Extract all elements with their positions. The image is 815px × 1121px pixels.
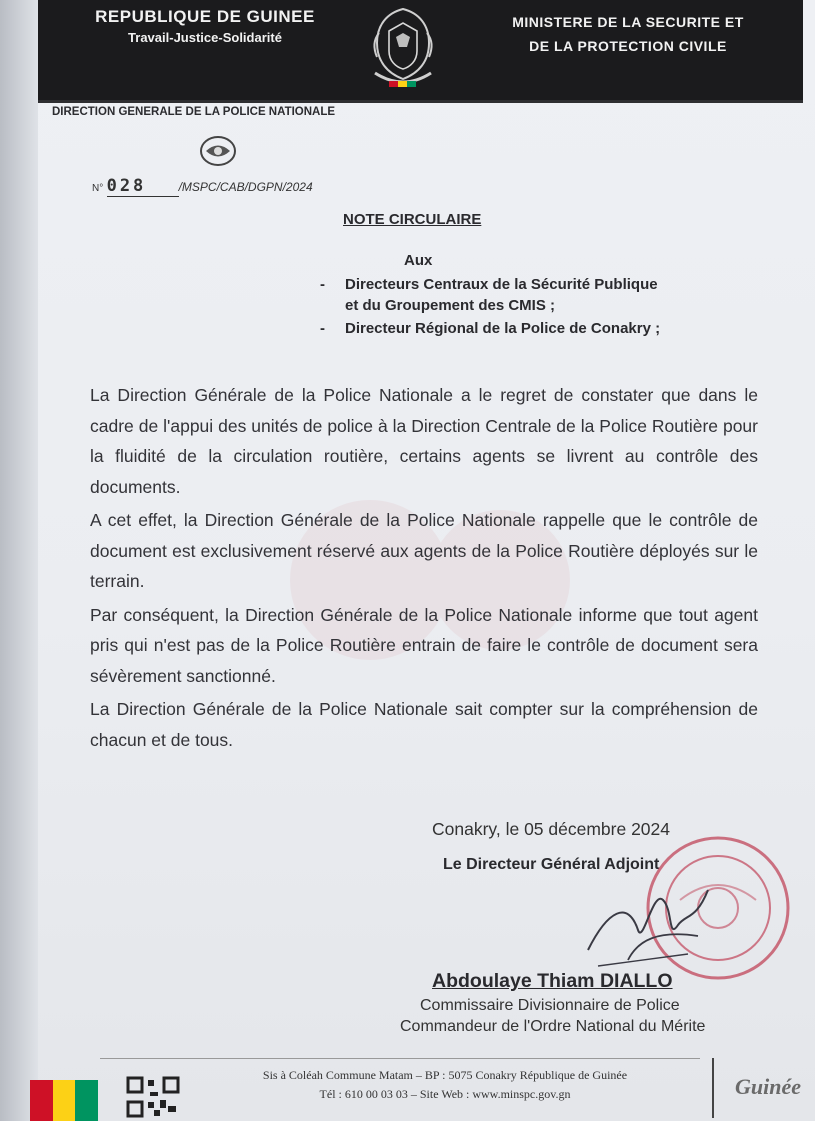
brand-logo: Guinée: [735, 1074, 801, 1099]
signatory-role: Le Directeur Général Adjoint: [443, 856, 660, 873]
signatory-honor: Commandeur de l'Ordre National du Mérite: [400, 1018, 706, 1035]
recipient-line: Directeurs Centraux de la Sécurité Publique: [345, 276, 658, 293]
addressee-intro: Aux: [404, 252, 433, 269]
reference-code: /MSPC/CAB/DGPN/2024: [178, 180, 313, 194]
place-and-date: Conakry, le 05 décembre 2024: [432, 819, 671, 839]
body-paragraph: La Direction Générale de la Police Nationale sait compter sur la compréhension de chacun et de tous.: [90, 699, 758, 750]
guinea-flag-icon: [30, 1080, 98, 1121]
handwritten-signature-icon: [568, 870, 718, 980]
header-divider: [38, 100, 803, 103]
document-title: NOTE CIRCULAIRE: [343, 211, 482, 228]
circular-body: [90, 380, 758, 758]
recipient-item: [320, 274, 660, 316]
recipient-line: Directeur Régional de la Police de Conakry ;: [345, 320, 661, 337]
recipient-line: et du Groupement des CMIS ;: [345, 297, 556, 314]
body-paragraph: La Direction Générale de la Police Nationale a le regret de constater que dans le cadre de l'appui des unités de police à la Direction Centrale de la Police Routière pour la fluidité de la circulation routière, certains agents se livrent au contrôle des documents.: [90, 385, 758, 497]
country-name: REPUBLIQUE DE GUINEE: [95, 7, 315, 26]
recipient-dash: -: [320, 320, 325, 337]
ministry-name: [478, 10, 778, 58]
recipient-item: [320, 318, 660, 339]
qr-code-icon: [126, 1076, 180, 1118]
reference-prefix: N°: [92, 183, 104, 194]
footer-divider: [100, 1058, 700, 1059]
coat-of-arms-icon: [363, 3, 443, 97]
footer-address: Sis à Coléah Commune Matam – BP : 5075 Conakry République de Guinée: [262, 1068, 628, 1082]
recipient-dash: -: [320, 276, 325, 293]
signatory-name: Abdoulaye Thiam DIALLO: [432, 970, 673, 992]
ministry-line-1: MINISTERE DE LA SECURITE ET: [512, 14, 744, 30]
reference-digits: 028: [107, 176, 179, 197]
signatory-rank: Commissaire Divisionnaire de Police: [420, 997, 680, 1014]
recipient-list: [320, 274, 660, 341]
direction-name: DIRECTION GENERALE DE LA POLICE NATIONALE: [52, 106, 336, 118]
police-seal-icon: [198, 134, 238, 168]
national-motto: Travail-Justice-Solidarité: [128, 30, 282, 45]
footer-phone-web: Tél : 610 00 03 03 – Site Web : www.minspc.gov.gn: [319, 1087, 571, 1101]
footer-contact: [205, 1066, 685, 1104]
ministry-line-2: DE LA PROTECTION CIVILE: [529, 38, 727, 54]
letterhead-banner: [38, 0, 803, 100]
body-paragraph: Par conséquent, la Direction Générale de la Police Nationale informe que tout agent pris qui n'est pas de la Police Routière entrain de faire le contrôle de document sera sévèrement sanctionné.: [90, 604, 758, 686]
letterhead-left: [70, 7, 340, 45]
reference-number: [92, 176, 313, 197]
page-edge-shadow: [0, 0, 38, 1121]
body-paragraph: A cet effet, la Direction Générale de la Police Nationale rappelle que le contrôle de document est exclusivement réservé aux agents de la Police Routière déployés sur le terrain.: [90, 510, 758, 591]
footer-separator: [712, 1058, 714, 1118]
